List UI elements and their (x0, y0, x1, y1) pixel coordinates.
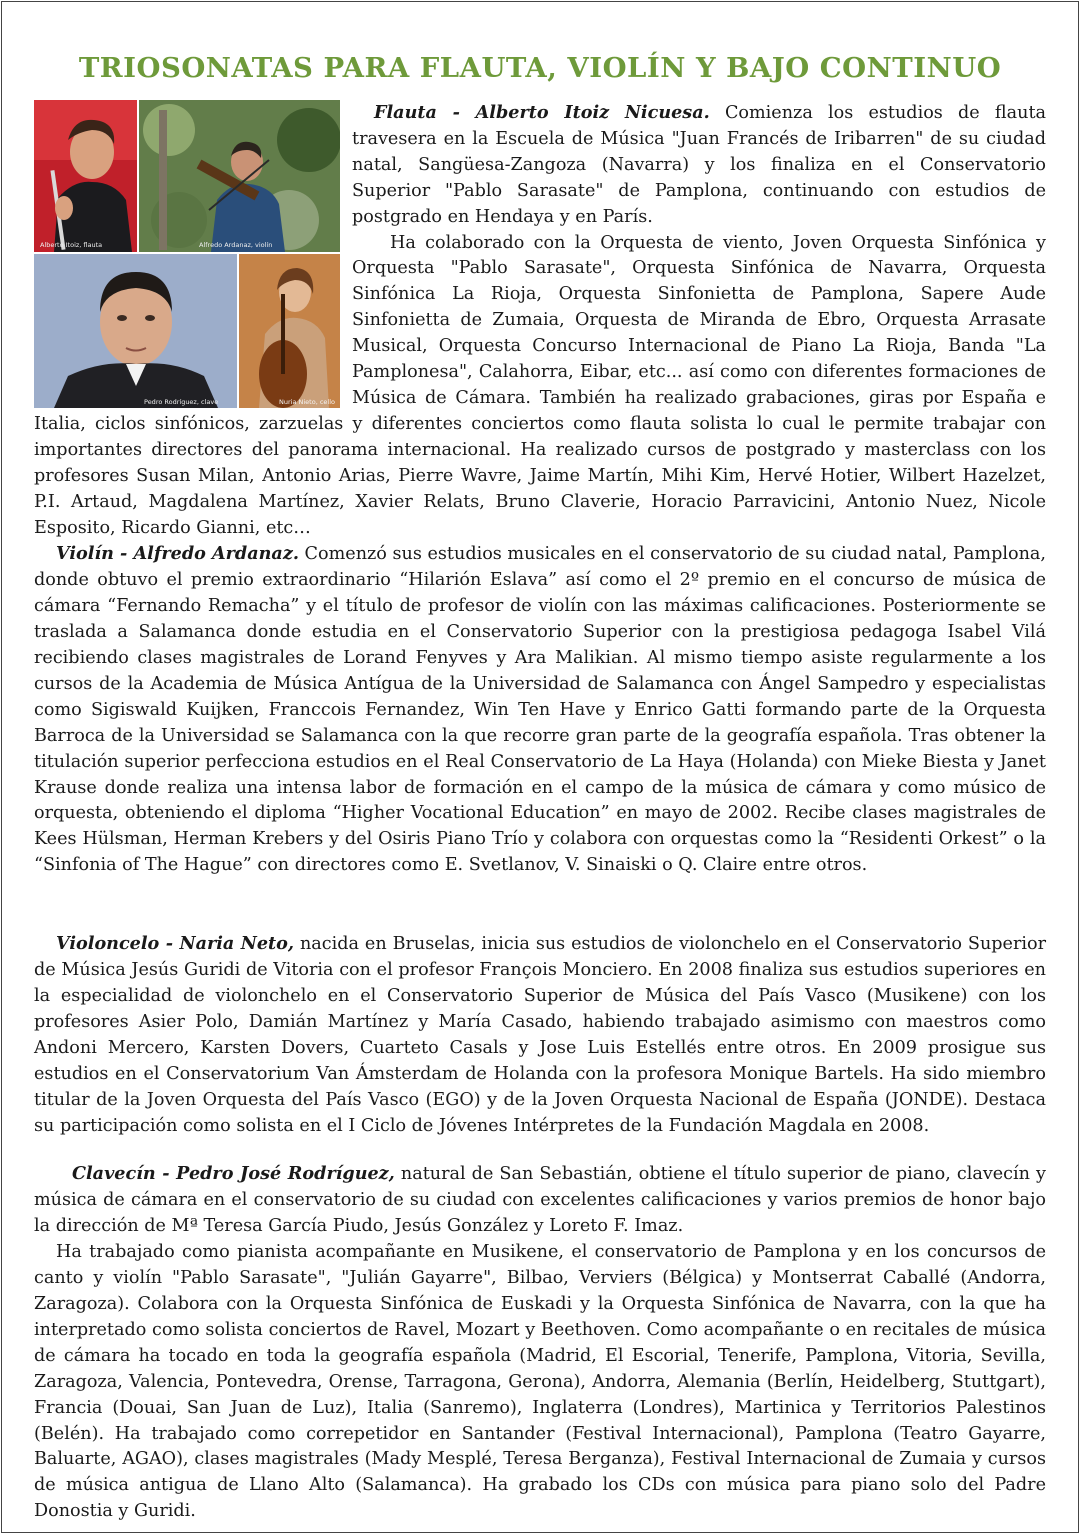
flauta-text-1: Comienza los estudios de flauta travesera en la Escuela de Música "Juan Francés de Iribarren" de su ciudad natal, Sangüesa-Zangoza (Navarra) y los finaliza en el Conservatorio Superior "Pablo Sarasate" de Pamplona, continuando con estudios de postgrado en Hendaya y en París. (352, 103, 1046, 227)
photo-caption-3: Pedro Rodríguez, clave (144, 398, 219, 406)
violin-text-1: Comenzó sus estudios musicales en el conservatorio de su ciudad natal, Pamplona, donde obtuvo el premio extraordinario “Hilarión Eslava” así como el 2º premio en el concurso de música de cámara “Fernando Remacha” y el título de profesor de violín con las máximas calificaciones. Posteriormente se traslada a Salamanca donde estudia en el Conservatorio Superior con la prestigiosa pedagoga Isabel Vilá recibiendo clases magistrales de Lorand Fenyves y Ara Malikian. Al mismo tiempo asiste regularmente a los cursos de la Academia de Música Antígua de la Universidad de Salamanca con Ángel Sampedro y especialistas como Sigiswald Kuijken, Franccois Fernandez, Win Ten Have y Enrico Gatti formando parte de la Orquesta Barroca de la Universidad se Salamanca con la que recorre gran parte de la geografía española. Tras obtener la titulación superior perfecciona estudios en el Real Conservatorio de La Haya (Holanda) con Mieke Biesta y Janet Krause donde realiza una intensa labor de formación en el campo de la música de cámara y como músico de orquesta, obteniendo el diploma “Higher Vocational Education” en mayo de 2002. Recibe clases magistrales de Kees Hülsman, Herman Krebers y del Osiris Piano Trío y colabora con orquestas como la “Residenti Orkest” o la “Sinfonia of The Hague” con directores como E. Svetlanov, V. Sinaiski o Q. Claire entre otros. (34, 544, 1046, 876)
flauta-heading: Flauta - Alberto Itoiz Nicuesa. (374, 102, 710, 123)
clavecin-text-1: natural de San Sebastián, obtiene el título superior de piano, clavecín y música de cámara en el conservatorio de su ciudad con excelentes calificaciones y varios premios de honor bajo la dirección de Mª Teresa García Piudo, Jesús González y Loreto F. Imaz. (34, 1164, 1046, 1237)
section-spacer-2 (34, 1139, 1046, 1161)
page-title: TRIOSONATAS PARA FLAUTA, VIOLÍN Y BAJO CONTINUO (78, 52, 1002, 84)
section-spacer (34, 879, 1046, 931)
cello-bio (34, 931, 1046, 1139)
photo-caption-2: Alfredo Ardanaz, violín (199, 241, 273, 249)
cello-text-1: nacida en Bruselas, inicia sus estudios de violonchelo en el Conservatorio Superior de Música Jesús Guridi de Vitoria con el profesor François Monciero. En 2008 finaliza sus estudios superiores en la especialidad de violonchelo en el Conservatorio Superior de Música del País Vasco (Musikene) con los profesores Asier Polo, Damián Martínez y María Casado, habiendo trabajado asimismo con maestros como Andoni Mercero, Karsten Dovers, Cuarteto Casals y Jose Luis Estellés entre otros. En 2009 prosigue sus estudios en el Conservatorium Van Ámsterdam de Holanda con la profesora Monique Bartels. Ha sido miembro titular de la Joven Orquesta del País Vasco (EGO) y de la Joven Orquesta Nacional de España (JONDE). Destaca su participación como solista en el I Ciclo de Jóvenes Intérpretes de la Fundación Magdala en 2008. (34, 934, 1046, 1136)
photo-float-spacer (34, 100, 340, 408)
violin-heading: Violín - Alfredo Ardanaz. (56, 543, 299, 565)
clavecin-bio-p2: Ha trabajado como pianista acompañante en Musikene, el conservatorio de Pamplona y en los concursos de canto y violín "Pablo Sarasate", "Julián Gayarre", Bilbao, Verviers (Bélgica) y Montserrat Caballé (Andorra, Zaragoza). Colabora con la Orquesta Sinfónica de Euskadi y la Orquesta Sinfónica de Navarra, con la que ha interpretado como solista conciertos de Ravel, Mozart y Beethoven. Como acompañante o en recitales de música de cámara ha tocado en toda la geografía española (Madrid, El Escorial, Tenerife, Pamplona, Vitoria, Sevilla, Zaragoza, Valencia, Pontevedra, Orense, Tarragona, Gerona), Andorra, Alemania (Berlín, Heidelberg, Stuttgart), Francia (Douai, San Juan de Luz), Italia (Sanremo), Inglaterra (Londres), Martinica y Territorios Palestinos (Belén). Ha trabajado como correpetidor en Santander (Festival Internacional), Pamplona (Teatro Gayarre, Baluarte, AGAO), clases magistrales (Mady Mesplé, Teresa Berganza), Festival Internacional de Zumaia y cursos de música antigua de Llano Alto (Salamanca). Ha grabado los CDs con música para piano solo del Padre Donostia y Guridi. (34, 1242, 1046, 1522)
photo-caption-4: Nuria Nieto, cello (279, 398, 335, 406)
article-body (34, 100, 1046, 1525)
flauta-bio-p2: Ha colaborado con la Orquesta de viento, Joven Orquesta Sinfónica y Orquesta "Pablo Sarasate", Orquesta Sinfónica de Navarra, Orquesta Sinfónica La Rioja, Orquesta Sinfonietta de Pamplona, Sapere Aude Sinfonietta de Zumaia, Orquesta de Miranda de Ebro, Orquesta Arrasate Musical, Orquesta Concurso Internacional de Piano La Rioja, Banda "La Pamplonesa", Calahorra, Eibar, etc... así como con diferentes formaciones de Música de Cámara. También ha realizado grabaciones, giras por España e Italia, ciclos sinfónicos, zarzuelas y diferentes conciertos como flauta solista lo cual le permite trabajar con importantes directores del panorama internacional. Ha realizado cursos de postgrado y masterclass con los profesores Susan Milan, Antonio Arias, Pierre Wavre, Jaime Martín, Mihi Kim, Hervé Hotier, Wilbert Hazelzet, P.I. Artaud, Magdalena Martínez, Xavier Relats, Bruno Claverie, Horacio Parravicini, Antonio Nuez, Nicole Esposito, Ricardo Gianni, etc… (34, 232, 1046, 538)
cello-heading: Violoncelo - Naria Neto, (56, 933, 295, 955)
clavecin-heading: Clavecín - Pedro José Rodríguez, (72, 1163, 395, 1185)
violin-bio (34, 541, 1046, 879)
page (1, 1, 1079, 1533)
photo-caption-1: Alberto Itoiz, flauta (40, 241, 103, 249)
clavecin-bio-p1 (34, 1161, 1046, 1240)
